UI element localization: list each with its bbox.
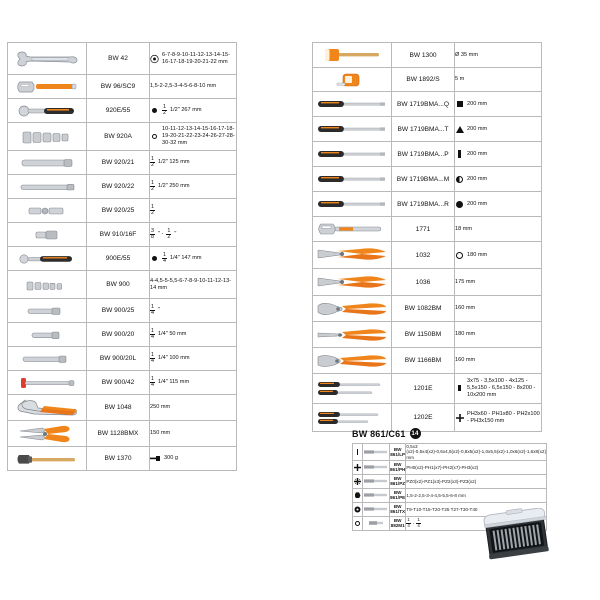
tool-code: BW 910/16F bbox=[87, 223, 150, 247]
hammer-icon bbox=[15, 452, 79, 466]
kit-code: BW 861/TX bbox=[390, 504, 406, 515]
dot-symbol-icon bbox=[455, 200, 464, 209]
tool-code: BW 1150BM bbox=[392, 322, 455, 348]
tool-spec: 1/4" 115 mm bbox=[158, 379, 190, 385]
fraction-half-label: $\frac{1}{2}$ bbox=[151, 155, 154, 168]
tool-code: BW 900 bbox=[87, 271, 150, 299]
ratchet-handle-icon bbox=[17, 104, 77, 118]
tool-image-cell bbox=[313, 374, 392, 404]
tool-code: BW 1370 bbox=[87, 447, 150, 471]
tool-image-cell bbox=[8, 99, 87, 123]
tool-spec: 180 mm bbox=[455, 322, 542, 348]
tool-code: BW 1166BM bbox=[392, 348, 455, 374]
tool-spec-cell bbox=[455, 374, 542, 404]
ratchet-symbol-icon bbox=[150, 54, 159, 63]
tool-spec-cell bbox=[150, 371, 237, 395]
table-row bbox=[313, 374, 542, 404]
tool-image-cell bbox=[313, 167, 392, 192]
kit-bit-image bbox=[363, 488, 390, 502]
tool-image-cell bbox=[8, 447, 87, 471]
kit-spec: PZ0(x2)-PZ1(x3)-PZ2(x3)-PZ3(x2) bbox=[406, 474, 547, 488]
tool-code: BW 900/25 bbox=[87, 299, 150, 323]
left-table-body bbox=[8, 43, 237, 471]
table-row bbox=[8, 151, 237, 175]
cross-symbol-icon bbox=[353, 463, 362, 472]
tool-spec: 200 mm bbox=[467, 175, 488, 182]
table-row bbox=[313, 117, 542, 142]
tool-image-cell bbox=[8, 43, 87, 75]
tool-spec-cell bbox=[150, 199, 237, 223]
kit-code: BW 861/PH bbox=[390, 462, 406, 473]
table-row bbox=[313, 43, 542, 68]
table-row bbox=[313, 192, 542, 217]
table-row bbox=[8, 323, 237, 347]
tool-code: BW 900/42 bbox=[87, 371, 150, 395]
table-row bbox=[8, 99, 237, 123]
tool-code: 900E/55 bbox=[87, 247, 150, 271]
tool-code: BW 920/21 bbox=[87, 151, 150, 175]
kit-spec: PH0(x2)-PH1(x7)-PH2(x7)-PH3(x2) bbox=[406, 460, 547, 474]
table-row bbox=[313, 348, 542, 374]
slot-small-symbol-icon bbox=[455, 384, 464, 393]
ring-symbol-icon bbox=[455, 251, 464, 260]
kit-symbol-cell bbox=[353, 502, 363, 516]
kit-quantity-badge: 14 bbox=[411, 430, 419, 437]
kit-bit-image bbox=[363, 460, 390, 474]
adapter-symbol-icon bbox=[353, 519, 362, 528]
left-tool-table bbox=[7, 42, 237, 471]
tool-image-cell bbox=[313, 43, 392, 68]
table-row bbox=[313, 242, 542, 269]
tool-spec-cell bbox=[150, 247, 237, 271]
circle-filled-icon bbox=[150, 254, 159, 263]
list-item bbox=[353, 474, 547, 488]
fraction-quarter-label: $\frac{1}{4}$ bbox=[151, 375, 154, 388]
list-item bbox=[353, 488, 547, 502]
tool-image-cell bbox=[8, 175, 87, 199]
table-row bbox=[8, 271, 237, 299]
tool-spec: 300 g bbox=[164, 455, 178, 461]
tool-spec: 6-7-8-9-10-11-12-13-14-15-16-17-18-19-20-21-22 mm bbox=[162, 51, 230, 65]
tool-code: BW 1892/S bbox=[392, 68, 455, 92]
table-row bbox=[313, 92, 542, 117]
tool-spec: 3x75 - 3,5x100 - 4x125 - 5,5x150 - 6,5x150 - 8x200 - 10x200 mm bbox=[467, 378, 536, 398]
tool-code: BW 1048 bbox=[87, 395, 150, 421]
tool-spec-cell bbox=[455, 192, 542, 217]
tool-code: BW 900/20 bbox=[87, 323, 150, 347]
tool-spec: 1/4" 100 mm bbox=[158, 355, 190, 361]
table-row bbox=[313, 269, 542, 296]
tool-spec: 200 mm bbox=[467, 200, 488, 207]
tool-image-cell bbox=[8, 75, 87, 99]
kit-spec: T9-T10-T15-T20-T25 T27-T30-T40 bbox=[406, 502, 547, 516]
fraction-quarter-label-2: $\frac{1}{4}$ bbox=[417, 517, 420, 528]
extension-bar-icon bbox=[18, 157, 76, 169]
tool-code: 1202E bbox=[392, 404, 455, 432]
t-handle-icon bbox=[17, 376, 77, 390]
kit-code-label: BW 861/C61 bbox=[352, 428, 406, 439]
square-symbol-icon bbox=[455, 100, 464, 109]
extension-short-icon bbox=[24, 329, 70, 341]
table-row bbox=[313, 217, 542, 242]
shears-icon bbox=[16, 424, 78, 444]
tool-code: BW 1300 bbox=[392, 43, 455, 68]
tool-code: BW 920A bbox=[87, 123, 150, 151]
table-row bbox=[8, 175, 237, 199]
list-item bbox=[353, 460, 547, 474]
fraction-quarter-label: $\frac{1}{4}$ bbox=[151, 327, 154, 340]
tool-image-cell bbox=[313, 92, 392, 117]
kit-symbol-cell bbox=[353, 488, 363, 502]
tool-spec: 4-4,5-5-5,5-6-7-8-9-10-11-12-13-14 mm bbox=[150, 271, 237, 299]
table-row bbox=[8, 247, 237, 271]
screwdriver-pz-icon bbox=[316, 123, 388, 135]
tool-image-cell bbox=[8, 151, 87, 175]
tool-spec: 1/2" 250 mm bbox=[158, 183, 190, 189]
slot-symbol-icon bbox=[353, 447, 362, 456]
table-row bbox=[313, 167, 542, 192]
kit-bit-image bbox=[363, 474, 390, 488]
fraction-quarter-label: $\frac{1}{4}$ bbox=[163, 251, 166, 264]
tool-code: 1036 bbox=[392, 269, 455, 296]
tool-image-cell bbox=[313, 242, 392, 269]
table-row bbox=[313, 322, 542, 348]
universal-joint-icon bbox=[25, 205, 69, 217]
tool-spec-cell bbox=[455, 117, 542, 142]
fraction-half-label: $\frac{1}{2}$ bbox=[167, 227, 171, 240]
tool-spec: Ø 35 mm bbox=[455, 43, 542, 68]
tool-image-cell bbox=[313, 142, 392, 167]
combination-wrench-icon bbox=[14, 50, 80, 68]
tool-code: BW 42 bbox=[87, 43, 150, 75]
right-table-body bbox=[313, 43, 542, 432]
kit-spec: 0,5x3 (x2)-0,5x4(x2)-0,6x4,5(x2)-0,8x5(x2)-1,0x5,5(x2)-1,0x6(x2)-1,6x8(x2) mm bbox=[406, 444, 546, 460]
screwdriver-ph-icon bbox=[316, 148, 388, 160]
tool-image-cell bbox=[313, 348, 392, 374]
tool-image-cell bbox=[313, 322, 392, 348]
bit-case-photo bbox=[482, 508, 558, 570]
kit-spec-cell: $\frac{1}{4}$ - $\frac{1}{4}$ bbox=[406, 516, 547, 530]
tool-image-cell bbox=[313, 296, 392, 322]
tool-image-cell bbox=[8, 299, 87, 323]
kit-title-row bbox=[352, 428, 528, 439]
hex-symbol-icon bbox=[353, 491, 362, 500]
kit-bit-image bbox=[363, 444, 390, 461]
table-row bbox=[8, 223, 237, 247]
table-row bbox=[8, 75, 237, 99]
tool-code: 1201E bbox=[392, 374, 455, 404]
socket-set-small-icon bbox=[19, 277, 75, 293]
table-row bbox=[8, 299, 237, 323]
tool-spec-cell bbox=[455, 92, 542, 117]
long-nose-pliers-icon bbox=[316, 325, 388, 345]
tool-image-cell bbox=[8, 347, 87, 371]
tool-image-cell bbox=[8, 371, 87, 395]
ratchet-small-icon bbox=[18, 252, 76, 265]
tool-spec: 18 mm bbox=[455, 217, 542, 242]
tool-image-cell bbox=[8, 323, 87, 347]
tool-code: BW 920/25 bbox=[87, 199, 150, 223]
tool-spec: 1/4" 147 mm bbox=[170, 255, 202, 261]
torx-symbol-icon bbox=[353, 505, 362, 514]
tool-spec-cell: $\frac{1}{4}$ " bbox=[150, 299, 237, 323]
combination-pliers-icon bbox=[316, 299, 388, 319]
kit-symbol-cell bbox=[353, 460, 363, 474]
table-row bbox=[8, 371, 237, 395]
circle-small-icon bbox=[150, 106, 159, 115]
tool-spec-cell bbox=[150, 323, 237, 347]
fraction-half-label: $\frac{1}{2}$ bbox=[163, 103, 166, 116]
tool-code: BW 1719BMA...P bbox=[392, 142, 455, 167]
fraction-quarter-label: $\frac{1}{4}$ bbox=[151, 351, 154, 364]
tool-spec: 1/2" 267 mm bbox=[170, 107, 202, 113]
table-row bbox=[8, 43, 237, 75]
tool-image-cell bbox=[313, 269, 392, 296]
tool-spec: 10-11-12-13-14-15-16-17-18-19-20-21-22-23-24-26-27-28-30-32 mm bbox=[162, 126, 235, 146]
circle-open-icon bbox=[150, 132, 159, 141]
table-row bbox=[8, 199, 237, 223]
extension-medium-icon bbox=[19, 353, 75, 365]
tool-image-cell bbox=[313, 217, 392, 242]
tool-code: BW 900/20L bbox=[87, 347, 150, 371]
table-row bbox=[8, 395, 237, 421]
tool-image-cell bbox=[313, 68, 392, 92]
tool-spec: 1/4" 50 mm bbox=[158, 331, 187, 337]
tool-code: 920E/55 bbox=[87, 99, 150, 123]
table-row bbox=[313, 296, 542, 322]
tool-spec-cell bbox=[150, 175, 237, 199]
tool-spec: 200 mm bbox=[467, 100, 488, 107]
table-row bbox=[8, 447, 237, 471]
tool-spec-cell bbox=[455, 142, 542, 167]
tool-spec: 200 mm bbox=[467, 125, 488, 132]
kit-code: BW 861/LP bbox=[390, 444, 406, 461]
tool-spec: 250 mm bbox=[150, 395, 237, 421]
right-tool-table bbox=[312, 42, 542, 432]
diagonal-cutters-icon bbox=[316, 351, 388, 371]
tape-measure-icon bbox=[335, 72, 369, 88]
adapter-icon bbox=[30, 229, 64, 241]
table-row bbox=[8, 123, 237, 151]
tool-spec: 5 m bbox=[455, 68, 542, 92]
list-item bbox=[353, 444, 547, 461]
tool-spec: 1/2" 125 mm bbox=[158, 159, 190, 165]
cross-symbol-icon bbox=[455, 413, 464, 422]
tool-image-cell bbox=[8, 123, 87, 151]
tool-spec-cell bbox=[150, 447, 237, 471]
kit-symbol-cell bbox=[353, 516, 363, 530]
circlip-pliers-icon bbox=[316, 245, 388, 265]
tool-spec-cell bbox=[150, 123, 237, 151]
tool-image-cell bbox=[8, 199, 87, 223]
tool-spec: 200 mm bbox=[467, 150, 488, 157]
tool-spec: 180 mm bbox=[467, 251, 488, 258]
table-row bbox=[313, 68, 542, 92]
triangle-symbol-icon bbox=[455, 125, 464, 134]
tool-code: BW 96/SC9 bbox=[87, 75, 150, 99]
tool-spec: 175 mm bbox=[455, 269, 542, 296]
tool-image-cell bbox=[313, 192, 392, 217]
screwdriver-slot-icon bbox=[316, 98, 388, 110]
screwdriver-pair-slot-icon bbox=[316, 379, 388, 399]
tool-image-cell bbox=[313, 117, 392, 142]
tool-code: 1032 bbox=[392, 242, 455, 269]
tool-spec: 160 mm bbox=[455, 348, 542, 374]
tool-spec: 160 mm bbox=[455, 296, 542, 322]
tool-code: 1771 bbox=[392, 217, 455, 242]
tool-spec-cell bbox=[150, 43, 237, 75]
dead-blow-hammer-icon bbox=[321, 47, 383, 63]
tool-spec-cell bbox=[150, 99, 237, 123]
tool-spec-cell bbox=[455, 242, 542, 269]
tool-spec-cell bbox=[150, 347, 237, 371]
screwdriver-pair-ph-icon bbox=[316, 409, 388, 427]
tool-image-cell bbox=[8, 421, 87, 447]
hammer-mini-icon bbox=[150, 454, 161, 463]
half-circle-symbol-icon bbox=[455, 175, 464, 184]
tool-image-cell bbox=[8, 395, 87, 421]
tool-code: BW 1719BMA...Q bbox=[392, 92, 455, 117]
kit-code: BW 861/PZ bbox=[390, 476, 406, 487]
bit-holder-icon bbox=[22, 305, 72, 317]
tool-spec-cell bbox=[455, 167, 542, 192]
tool-code: BW 920/22 bbox=[87, 175, 150, 199]
pozidriv-symbol-icon bbox=[353, 477, 362, 486]
kit-symbol-cell bbox=[353, 474, 363, 488]
table-row bbox=[8, 421, 237, 447]
tool-code: BW 1082BM bbox=[392, 296, 455, 322]
kit-bit-image bbox=[363, 502, 390, 516]
slot-symbol-icon bbox=[455, 150, 464, 159]
tool-code: BW 1719BMA...R bbox=[392, 192, 455, 217]
tool-spec: 1,5-2-2,5-3-4-5-6-8-10 mm bbox=[150, 75, 237, 99]
tool-image-cell bbox=[8, 247, 87, 271]
water-pump-pliers-icon bbox=[14, 398, 80, 418]
tool-image-cell bbox=[8, 223, 87, 247]
tool-code: BW 1719BMA...M bbox=[392, 167, 455, 192]
kit-bit-image bbox=[363, 516, 390, 530]
tool-spec-cell: $\frac{3}{8}$ " - $\frac{1}{2}$ " bbox=[150, 223, 237, 247]
tool-spec-cell bbox=[150, 151, 237, 175]
socket-set-icon bbox=[17, 128, 77, 146]
fraction-quarter-label: $\frac{1}{4}$ bbox=[407, 517, 410, 528]
tool-image-cell bbox=[8, 271, 87, 299]
table-row bbox=[8, 347, 237, 371]
adjustable-wrench-icon bbox=[16, 79, 78, 95]
extension-bar-long-icon bbox=[18, 182, 76, 192]
table-row bbox=[313, 142, 542, 167]
screwdriver-torx-icon bbox=[316, 198, 388, 210]
kit-spec: 1,5-2-2,5-3-4-4,5-5,5-6-8 mm bbox=[406, 488, 547, 502]
tool-code: BW 1719BMA...T bbox=[392, 117, 455, 142]
circlip-pliers-ext-icon bbox=[316, 272, 388, 292]
tool-spec: 150 mm bbox=[150, 421, 237, 447]
tool-code: BW 1128BMX bbox=[87, 421, 150, 447]
fraction-quarter-label: $\frac{1}{4}$ bbox=[151, 303, 154, 316]
fraction-half-label: $\frac{1}{2}$ bbox=[151, 203, 154, 216]
kit-symbol-cell bbox=[353, 444, 363, 461]
fraction-half-label: $\frac{1}{2}$ bbox=[151, 179, 154, 192]
tool-spec: PH3x60 - PH1x80 - PH2x100 - PH3x150 mm bbox=[467, 410, 540, 424]
kit-code: BW 861/PE bbox=[390, 490, 406, 501]
screwdriver-flat-icon bbox=[316, 173, 388, 185]
kit-code: BW 882M1 bbox=[390, 518, 405, 529]
fraction-three-eighth-label: $\frac{3}{8}$ bbox=[151, 227, 154, 240]
adjustable-spanner-icon bbox=[317, 222, 387, 236]
